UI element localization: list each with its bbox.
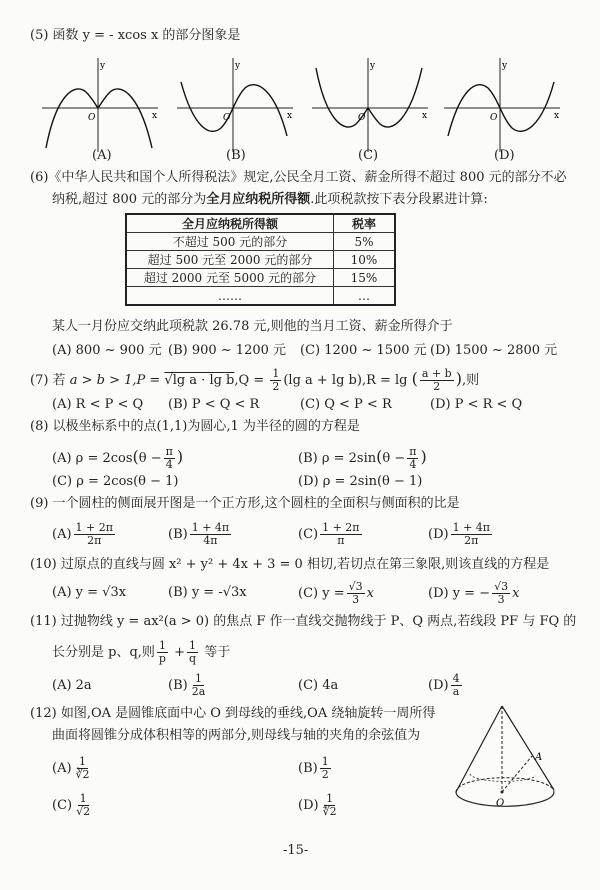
q5-d-y: y bbox=[502, 61, 508, 71]
q7-option-d: (D) P < R < Q bbox=[430, 397, 523, 412]
q11-stem-line1: (11) 过抛物线 y = ax²(a > 0) 的焦点 F 作一直线交抛物线于 P、Q 两点,若线段 PF 与 FQ 的 bbox=[30, 614, 577, 629]
page-number: -15- bbox=[283, 843, 309, 858]
q11-option-b: (B) $\frac{1}{2a}$ bbox=[168, 672, 206, 698]
q5-graph-b bbox=[175, 56, 295, 156]
table-cell: … bbox=[334, 287, 396, 306]
q11-option-d: (D) $\frac{4}{a}$ bbox=[428, 672, 460, 698]
q10-stem: (10) 过原点的直线与圆 x² + y² + 4x + 3 = 0 相切,若切点在第三象限,则该直线的方程是 bbox=[30, 557, 550, 572]
table-row bbox=[126, 233, 395, 251]
q6-option-c: (C) 1200 ~ 1500 元 bbox=[300, 343, 427, 358]
table-cell: 超过 2000 元至 5000 元的部分 bbox=[126, 269, 334, 287]
q9-option-a: (A) $\frac{1 + 2\pi}{2\pi}$ bbox=[52, 521, 113, 547]
q5-d-x: x bbox=[554, 111, 560, 121]
q10-option-d: (D) y = − $\frac{√3}{3}$ x bbox=[428, 580, 520, 606]
q7-stem: (7) 若 a > b > 1,P = √lg a · lg b,Q = $\frac{1}{2}$ (lg a + lg b),R = lg ( $\frac{a + b}{2}$ ),则 bbox=[30, 367, 480, 393]
q5-b-o: O bbox=[223, 113, 231, 123]
q7-option-c: (C) Q < P < R bbox=[300, 397, 392, 412]
q7-option-b: (B) P < Q < R bbox=[168, 397, 260, 412]
q5-a-x: x bbox=[152, 111, 158, 121]
table-header-income: 全月应纳税所得额 bbox=[126, 214, 334, 233]
q5-label-c: (C) bbox=[358, 148, 379, 163]
q7-option-a: (A) R < P < Q bbox=[52, 397, 144, 412]
cone-label-o: O bbox=[496, 798, 505, 809]
q12-option-c: (C) $\frac{1}{√2}$ bbox=[52, 792, 91, 818]
q5-label-d: (D) bbox=[494, 148, 515, 163]
q5-graph-d bbox=[442, 56, 562, 156]
q6-stem-line2: 纳税,超过 800 元的部分为全月应纳税所得额.此项税款按下表分段累进计算: bbox=[52, 192, 488, 207]
q6-option-a: (A) 800 ~ 900 元 bbox=[52, 343, 162, 358]
q10-option-c: (C) y = $\frac{√3}{3}$ x bbox=[298, 580, 374, 606]
table-cell: …… bbox=[126, 287, 334, 306]
q9-option-c: (C) $\frac{1 + 2\pi}{\pi}$ bbox=[298, 521, 360, 547]
q5-graph-c bbox=[310, 56, 430, 156]
q5-label-a: (A) bbox=[92, 148, 112, 163]
q6-stem-line1: (6)《中华人民共和国个人所得税法》规定,公民全月工资、薪金所得不超过 800 元的部分不必 bbox=[30, 170, 567, 185]
q12-option-a: (A) $\frac{1}{∛2}$ bbox=[52, 755, 90, 781]
q5-c-x: x bbox=[422, 111, 428, 121]
table-header-rate: 税率 bbox=[334, 214, 396, 233]
q9-option-b: (B) $\frac{1 + 4\pi}{4\pi}$ bbox=[168, 521, 230, 547]
q8-option-a: (A) ρ = 2cos(θ − $\frac{\pi}{4}$ ) bbox=[52, 445, 184, 471]
q8-option-d: (D) ρ = 2sin(θ − 1) bbox=[298, 474, 423, 489]
q5-c-y: y bbox=[370, 61, 376, 71]
table-cell: 5% bbox=[334, 233, 396, 251]
table-cell: 10% bbox=[334, 251, 396, 269]
table-header-row bbox=[126, 214, 395, 233]
table-cell: 超过 500 元至 2000 元的部分 bbox=[126, 251, 334, 269]
q11-option-c: (C) 4a bbox=[298, 678, 339, 693]
q11-stem-line2: 长分别是 p、q,则 $\frac{1}{p}$ + $\frac{1}{q}$ 等于 bbox=[52, 639, 231, 665]
q6-question: 某人一月份应交纳此项税款 26.78 元,则他的当月工资、薪金所得介于 bbox=[52, 319, 453, 334]
q12-option-d: (D) $\frac{1}{∜2}$ bbox=[298, 792, 337, 818]
table-row bbox=[126, 269, 395, 287]
q12-option-b: (B) $\frac{1}{2}$ bbox=[298, 755, 329, 781]
q8-option-b: (B) ρ = 2sin(θ − $\frac{\pi}{4}$ ) bbox=[298, 445, 427, 471]
q12-stem-line2: 曲面将圆锥分成体积相等的两部分,则母线与轴的夹角的余弦值为 bbox=[52, 728, 421, 743]
q5-d-o: O bbox=[490, 113, 498, 123]
tax-table bbox=[125, 213, 396, 306]
q5-label-b: (B) bbox=[226, 148, 246, 163]
table-cell: 15% bbox=[334, 269, 396, 287]
q9-option-d: (D) $\frac{1 + 4\pi}{2\pi}$ bbox=[428, 521, 491, 547]
q6-option-b: (B) 900 ~ 1200 元 bbox=[168, 343, 287, 358]
table-cell: 不超过 500 元的部分 bbox=[126, 233, 334, 251]
q6-option-d: (D) 1500 ~ 2800 元 bbox=[430, 343, 558, 358]
q5-c-o: O bbox=[358, 113, 366, 123]
q5-a-y: y bbox=[100, 61, 106, 71]
q10-option-a: (A) y = √3x bbox=[52, 585, 127, 600]
q5-b-y: y bbox=[235, 61, 241, 71]
q5-b-x: x bbox=[287, 111, 293, 121]
q8-stem: (8) 以极坐标系中的点(1,1)为圆心,1 为半径的圆的方程是 bbox=[30, 419, 360, 434]
q5-a-o: O bbox=[88, 113, 96, 123]
q12-stem-line1: (12) 如图,OA 是圆锥底面中心 O 到母线的垂线,OA 绕轴旋转一周所得 bbox=[30, 706, 436, 721]
q11-option-a: (A) 2a bbox=[52, 678, 92, 693]
cone-label-a: A bbox=[535, 752, 543, 763]
q10-option-b: (B) y = -√3x bbox=[168, 585, 247, 600]
q9-stem: (9) 一个圆柱的侧面展开图是一个正方形,这个圆柱的全面积与侧面积的比是 bbox=[30, 496, 460, 511]
table-row bbox=[126, 251, 395, 269]
table-row bbox=[126, 287, 395, 306]
cone-figure bbox=[450, 700, 570, 830]
q8-option-c: (C) ρ = 2cos(θ − 1) bbox=[52, 474, 179, 489]
q5-graph-a bbox=[40, 56, 160, 156]
q5-stem: (5) 函数 y = - xcos x 的部分图象是 bbox=[30, 28, 241, 43]
